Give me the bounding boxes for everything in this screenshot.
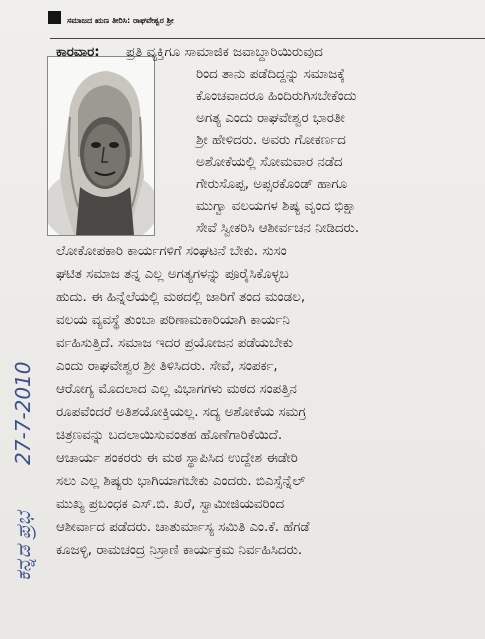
handwritten-source-stamp <box>10 205 38 585</box>
article-line: ಗೇರುಸೊಪ್ಪ, ಅಪ್ಸರಕೊಂಡ್ ಹಾಗೂ <box>196 177 348 192</box>
article-line: ರೂಪವೆಂದರೆ ಅತಿಶಯೋಕ್ತಿಯಲ್ಲ. ಸದ್ಯ ಅಶೋಕೆಯ ಸಮಗ್ರ <box>56 405 307 420</box>
dateline: ಕಾರವಾರ: <box>56 45 100 60</box>
headline-bullet <box>48 11 61 24</box>
headline-rule <box>50 38 485 39</box>
stamp-paper-name: ಕನ್ನಡ ಪ್ರಭ <box>11 511 35 581</box>
article-line: ಆರೋಗ್ಯ ಮೊದಲಾದ ಎಲ್ಲ ವಿಭಾಗಗಳು ಮಠದ ಸಂಪತ್ತಿನ <box>56 382 297 397</box>
article-line: ಹುದು. ಈ ಹಿನ್ನೆಲೆಯಲ್ಲಿ ಮಠದಲ್ಲಿ ಜಾರಿಗೆ ತಂದ ಮಂಡಲ, <box>56 290 306 305</box>
article-line: ಚಿತ್ರಣವನ್ನು ಬದಲಾಯಿಸುವಂತಹ ಹೊಣೆಗಾರಿಕೆಯಿದೆ. <box>56 428 283 443</box>
article-line: ರಿಂದ ತಾನು ಪಡೆದಿದ್ದನ್ನು ಸಮಾಜಕ್ಕೆ <box>196 67 346 82</box>
article-line: ಅಗತ್ಯ ಎಂದು ರಾಘವೇಶ್ವರ ಭಾರತೀ <box>196 111 345 126</box>
headline <box>48 6 485 36</box>
portrait-image <box>48 57 154 235</box>
article-line: ವಲಯ ವ್ಯವಸ್ಥೆ ತುಂಬಾ ಪರಿಣಾಮಕಾರಿಯಾಗಿ ಕಾರ್ಯನಿ <box>56 313 290 328</box>
article-line: ಮುಖ್ಯ ಪ್ರಬಂಧಕ ಎಸ್.ಬಿ. ಖರೆ, ಸ್ವಾಮೀಜಿಯವರಿಂದ <box>56 497 285 512</box>
article-line: ಆಶೀರ್ವಾದ ಪಡೆದರು. ಚಾತುರ್ಮಾಸ್ಯ ಸಮಿತಿ ಎಂ.ಕೆ. ಹೆಗಡೆ <box>56 520 310 535</box>
article-line: ಅಶೋಕೆಯಲ್ಲಿ ಸೋಮವಾರ ನಡೆದ <box>196 155 343 170</box>
article-line: ಪ್ರತಿ ವ್ಯಕ್ತಿಗೂ ಸಾಮಾಜಿಕ ಜವಾಬ್ದಾರಿಯಿರುವುದ <box>126 45 323 60</box>
article-line: ಸೇವೆ ಸ್ವೀಕರಿಸಿ ಆಶೀರ್ವಚನ ನೀಡಿದರು. <box>196 221 360 236</box>
article-line: ಕೂಜಳ್ಳಿ, ರಾಮಚಂದ್ರ ನಿಸ್ರಾಣಿ ಕಾರ್ಯಕ್ರಮ ನಿರ್ವಹಿಸಿದರು. <box>56 543 303 558</box>
article-line: ಆಚಾರ್ಯ ಶಂಕರರು ಈ ಮಠ ಸ್ಥಾಪಿಸಿದ ಉದ್ದೇಶ ಈಡೇರಿ <box>56 451 298 466</box>
article-line: ಶ್ರೀ ಹೇಳಿದರು. ಅವರು ಗೋಕರ್ಣದ <box>196 133 346 148</box>
article-line: ಘಟಿತ ಸಮಾಜ ತನ್ನ ಎಲ್ಲ ಅಗತ್ಯಗಳನ್ನು ಪೂರೈಸಿಕೊಳ್ಳಬ <box>56 267 289 282</box>
portrait-photo <box>47 56 155 236</box>
article-line: ಎಂದು ರಾಘವೇಶ್ವರ ಶ್ರೀ ತಿಳಿಸಿದರು. ಸೇವೆ, ಸಂಪರ್ಕ, <box>56 359 278 374</box>
headline-text: ಸಮಾಜದ ಋಣ ತೀರಿಸಿ: ರಾಘವೇಶ್ವರ ಶ್ರೀ <box>67 16 174 25</box>
article-line: ಲೋಕೋಪಕಾರಿ ಕಾರ್ಯಗಳಿಗೆ ಸಂಘಟನೆ ಬೇಕು. ಸುಸಂ <box>56 244 287 259</box>
article-line: ಕೊಂಚವಾದರೂ ಹಿಂದಿರುಗಿಸಬೇಕೆಂದು <box>196 89 357 104</box>
stamp-date: 27-7-2010 <box>11 361 35 465</box>
article-line: ರ್ವಹಿಸುತ್ತಿದೆ. ಸಮಾಜ ಇದರ ಪ್ರಯೋಜನ ಪಡೆಯಬೇಕು <box>56 336 293 351</box>
article-line: ಸಲು ಎಲ್ಲ ಶಿಷ್ಯರು ಭಾಗಿಯಾಗಬೇಕು ಎಂದರು. ಬಿಎಸ್ಸೆನ್ನೆಲ್ <box>56 474 306 489</box>
article-line: ಮುಗ್ವಾ ವಲಯಗಳ ಶಿಷ್ಯ ವೃಂದ ಭಿಕ್ಷಾ <box>196 199 357 214</box>
